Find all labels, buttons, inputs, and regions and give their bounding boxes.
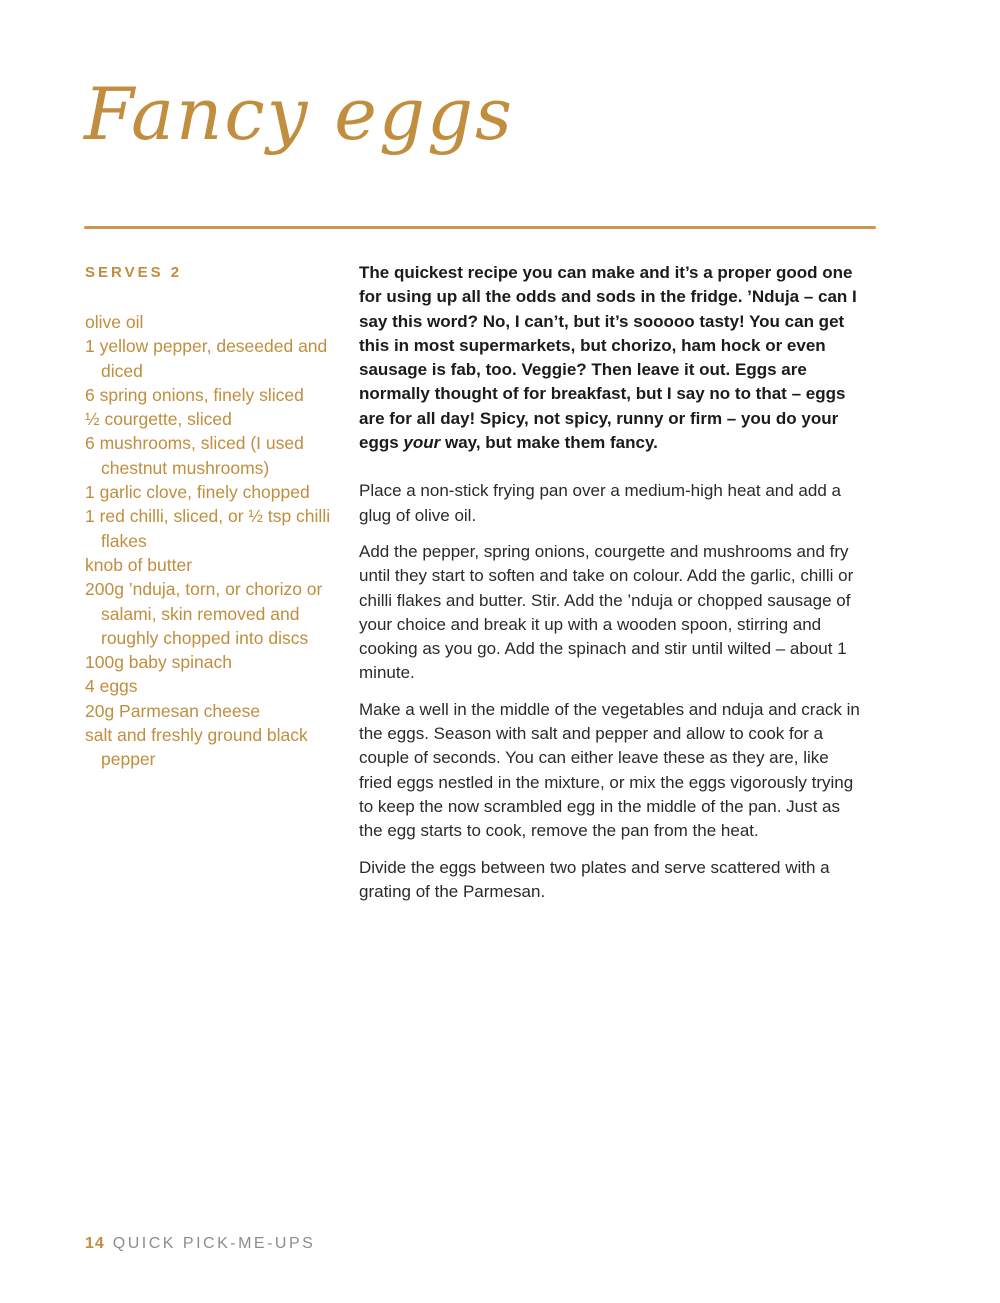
recipe-intro [359, 261, 864, 455]
intro-emphasis: your [403, 433, 441, 453]
page-number: 14 [85, 1235, 105, 1252]
section-name: QUICK PICK-ME-UPS [112, 1235, 316, 1252]
ingredient-item: 4 eggs [85, 676, 138, 697]
ingredient-item: ½ courgette, sliced [85, 409, 232, 430]
serves-label: SERVES 2 [85, 264, 183, 281]
intro-text-end: way, but make them fancy. [440, 433, 658, 453]
ingredient-item: 1 red chilli, sliced, or ½ tsp chilli flakes [85, 506, 331, 551]
page-footer [85, 1235, 315, 1253]
ingredient-item: 20g Parmesan cheese [85, 700, 261, 721]
ingredient-item: salt and freshly ground black pepper [85, 725, 308, 770]
ingredient-item: 100g baby spinach [85, 652, 232, 673]
ingredient-item: 6 spring onions, finely sliced [85, 384, 304, 405]
ingredient-item: 1 yellow pepper, deseeded and diced [85, 336, 328, 381]
method-step: Divide the eggs between two plates and serve scattered with a grating of the Parmesan. [359, 857, 830, 901]
title-divider [84, 226, 876, 229]
ingredient-item: 200g ’nduja, torn, or chorizo or salami, skin removed and roughly chopped into discs [85, 579, 323, 648]
ingredient-list [85, 310, 335, 772]
ingredient-item: 1 garlic clove, finely chopped [85, 482, 310, 503]
intro-text: The quickest recipe you can make and it’s a proper good one for using up all the odds and sods in the fridge. ’Nduja – can I say this word? No, I can’t, but it’s sooooo tasty! You can get this in most supermarkets, but chorizo, ham hock or even sausage is fab, too. Veggie? Then leave it out. Eggs are normally thought of for breakfast, but I say no to that – eggs are for all day! Spicy, not spicy, runny or firm – you do your eggs [359, 263, 857, 453]
recipe-body [359, 261, 864, 916]
method-step: Make a well in the middle of the vegetables and nduja and crack in the eggs. Season with salt and pepper and allow to cook for a couple of seconds. You can either leave these as they are, like fried eggs nestled in the mixture, or mix the eggs vigorously trying to keep the now scrambled egg in the middle of the pan. Just as the egg starts to cook, remove the pan from the heat. [359, 699, 860, 841]
ingredient-item: 6 mushrooms, sliced (I used chestnut mushrooms) [85, 433, 304, 478]
recipe-title: Fancy eggs [84, 72, 514, 156]
method-step: Add the pepper, spring onions, courgette and mushrooms and fry until they start to soften and take on colour. Add the garlic, chilli or chilli flakes and butter. Stir. Add the ’nduja or chopped sausage of your choice and break it up with a wooden spoon, stirring and cooking as you go. Add the spinach and stir until wilted – about 1 minute. [359, 541, 854, 683]
method-step: Place a non-stick frying pan over a medium-high heat and add a glug of olive oil. [359, 481, 841, 525]
ingredient-item: olive oil [85, 312, 144, 332]
ingredient-item: knob of butter [85, 554, 193, 575]
